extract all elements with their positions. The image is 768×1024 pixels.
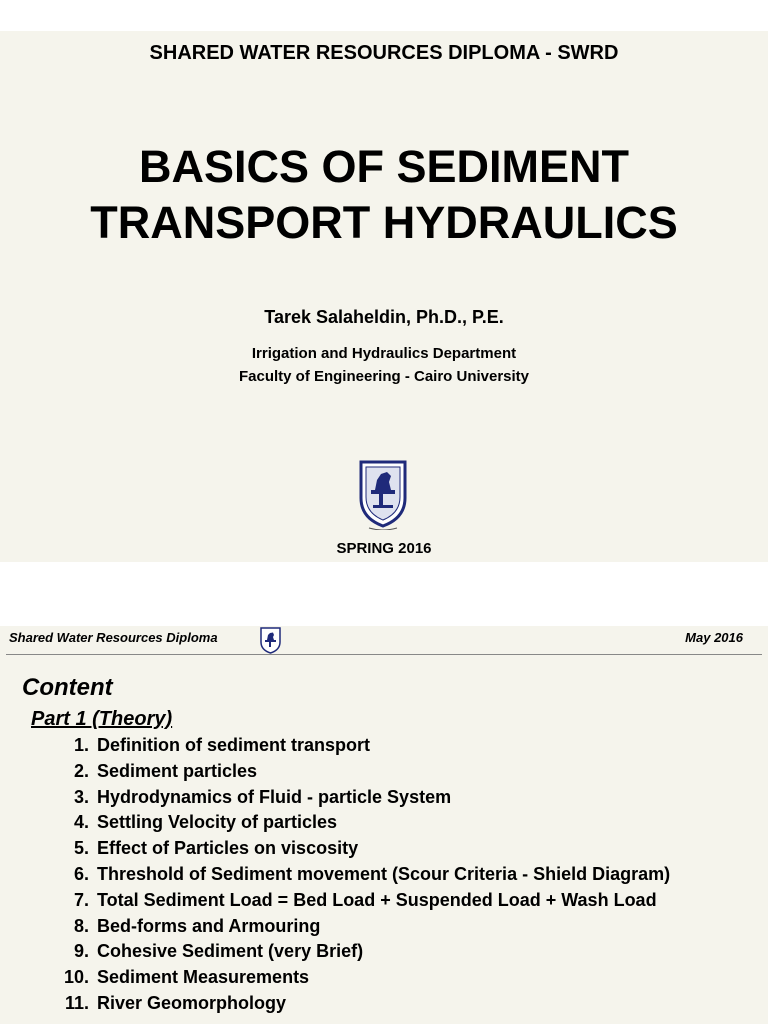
title-slide bbox=[0, 31, 768, 562]
content-heading: Content bbox=[22, 674, 113, 701]
university-seal-small-icon bbox=[259, 626, 282, 655]
part-heading: Part 1 (Theory) bbox=[31, 708, 173, 730]
content-slide: Shared Water Resources Diploma May 2016 Content Part 1 (Theory) 1. Definition of sediment transport 2. Sediment particles 3. Hydrodynamics of Fluid - particle System 4. Settling Velocity of particles 5. Effect of Particles on viscosity 6. Threshold of Sediment movement (Scour Criteria - Shield Diagram) 7. Total Sediment Load = Bed Load + Suspended Load + Wash Load 8. Bed-forms and Armouring 9. Cohesive Sediment (very Brief) 10. Sediment Measurements 11. River Geomorphology bbox=[0, 626, 768, 1024]
title-line-1: BASICS OF SEDIMENT bbox=[138, 141, 630, 192]
author-name: Tarek Salaheldin, Ph.D., P.E. bbox=[264, 307, 504, 327]
header-divider bbox=[6, 654, 762, 655]
title-line-2: TRANSPORT HYDRAULICS bbox=[90, 197, 678, 248]
university-seal-icon bbox=[357, 458, 409, 530]
faculty-name: Faculty of Engineering - Cairo University bbox=[238, 368, 530, 385]
affiliation bbox=[0, 342, 768, 388]
program-name: SHARED WATER RESOURCES DIPLOMA - SWRD bbox=[149, 42, 619, 64]
presentation-title bbox=[0, 139, 768, 251]
department-name: Irrigation and Hydraulics Department bbox=[251, 345, 517, 362]
term-label: SPRING 2016 bbox=[336, 540, 432, 557]
header-course: Shared Water Resources Diploma bbox=[9, 630, 218, 645]
header-date: May 2016 bbox=[685, 630, 743, 645]
